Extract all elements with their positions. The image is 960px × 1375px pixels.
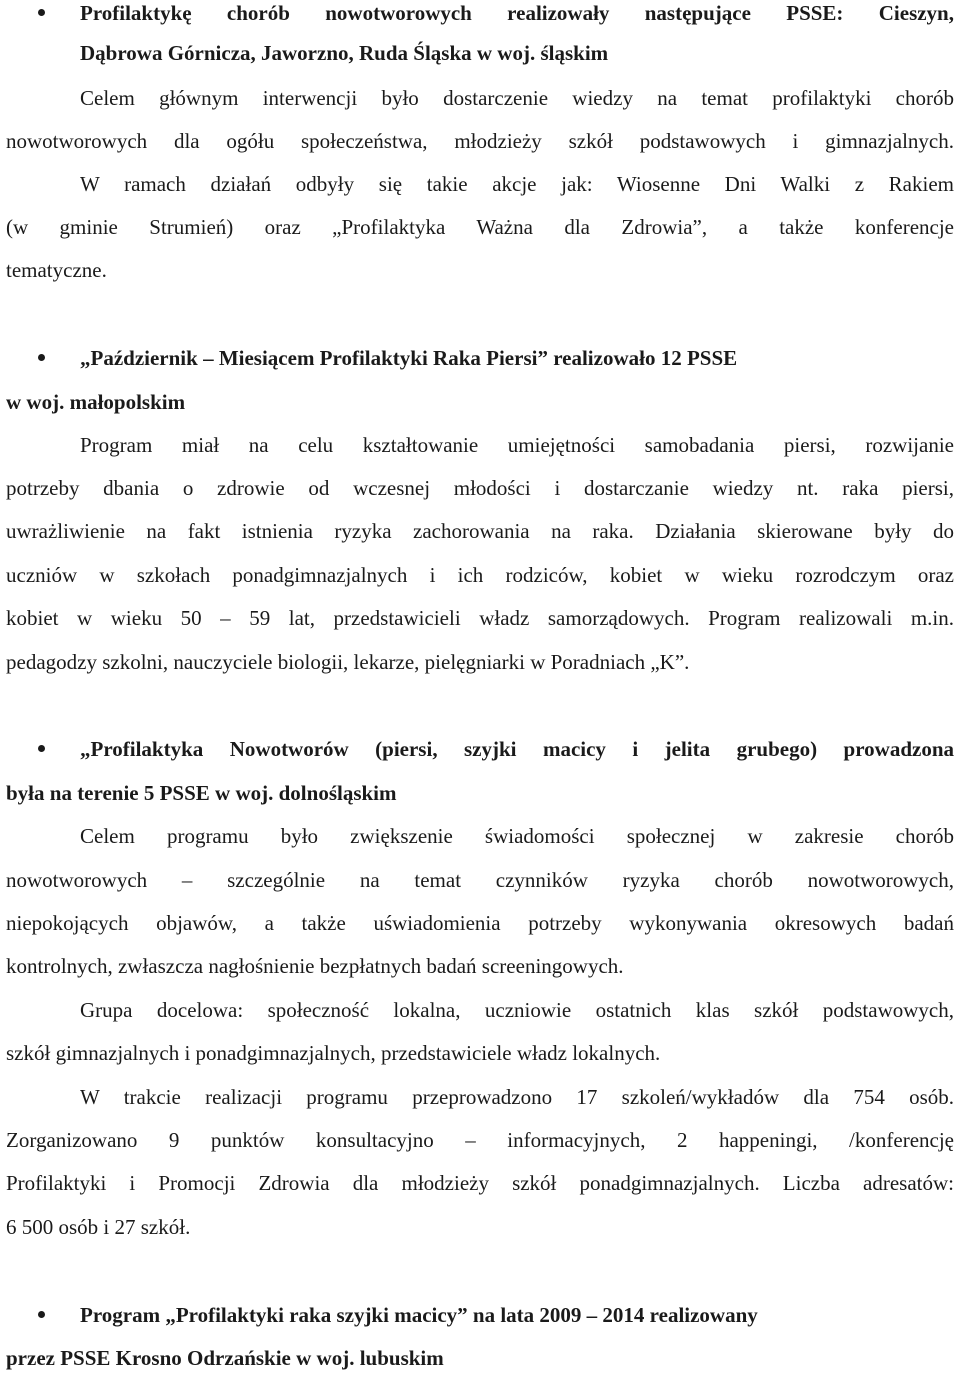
- section2-paragraph-line-5: kobiet w wieku 50 – 59 lat, przedstawicieli władz samorządowych. Program realizowali m.in.: [6, 606, 954, 630]
- section2-paragraph-line-1: Program miał na celu kształtowanie umiejętności samobadania piersi, rozwijanie: [80, 433, 954, 457]
- bullet-icon: [38, 354, 45, 361]
- bullet-icon: [38, 9, 45, 16]
- section2-heading-line-1: „Październik – Miesiącem Profilaktyki Raka Piersi” realizowało 12 PSSE: [80, 346, 738, 370]
- section3-paragraph-1-line-1: Celem programu było zwiększenie świadomości społecznej w zakresie chorób: [80, 824, 954, 848]
- section1-paragraph-1-line-2: nowotworowych dla ogółu społeczeństwa, młodzieży szkół podstawowych i gimnazjalnych.: [6, 129, 954, 153]
- section2-heading-line-2: w woj. małopolskim: [6, 390, 186, 414]
- bullet-icon: [38, 1311, 45, 1318]
- section4-heading-line-1: Program „Profilaktyki raka szyjki macicy” na lata 2009 – 2014 realizowany: [80, 1303, 758, 1327]
- section3-paragraph-1-line-3: niepokojących objawów, a także uświadomienia potrzeby wykonywania okresowych badań: [6, 911, 954, 935]
- section2-paragraph-line-2: potrzeby dbania o zdrowie od wczesnej młodości i dostarczanie wiedzy nt. raka piersi,: [6, 476, 954, 500]
- section1-heading-line-2: Dąbrowa Górnicza, Jaworzno, Ruda Śląska w woj. śląskim: [80, 41, 609, 65]
- section1-paragraph-2-line-2: (w gminie Strumień) oraz „Profilaktyka Ważna dla Zdrowia”, a także konferencje: [6, 215, 954, 239]
- section3-paragraph-1-line-4: kontrolnych, zwłaszcza nagłośnienie bezpłatnych badań screeningowych.: [6, 954, 624, 978]
- section1-paragraph-2-line-1: W ramach działań odbyły się takie akcje jak: Wiosenne Dni Walki z Rakiem: [80, 172, 954, 196]
- section3-heading-line-2: była na terenie 5 PSSE w woj. dolnośląskim: [6, 781, 397, 805]
- section3-paragraph-2-line-1: Grupa docelowa: społeczność lokalna, uczniowie ostatnich klas szkół podstawowych,: [80, 998, 954, 1022]
- section2-paragraph-line-6: pedagodzy szkolni, nauczyciele biologii, lekarze, pielęgniarki w Poradniach „K”.: [6, 650, 690, 674]
- section3-paragraph-1-line-2: nowotworowych – szczególnie na temat czynników ryzyka chorób nowotworowych,: [6, 868, 954, 892]
- bullet-icon: [38, 745, 45, 752]
- section1-paragraph-1-line-1: Celem głównym interwencji było dostarczenie wiedzy na temat profilaktyki chorób: [80, 86, 954, 110]
- section4-heading-line-2: przez PSSE Krosno Odrzańskie w woj. lubuskim: [6, 1346, 444, 1370]
- section1-heading-line-1: Profilaktykę chorób nowotworowych realizowały następujące PSSE: Cieszyn,: [80, 1, 954, 25]
- section3-paragraph-3-line-4: 6 500 osób i 27 szkół.: [6, 1215, 191, 1239]
- section1-paragraph-2-line-3: tematyczne.: [6, 258, 107, 282]
- section3-paragraph-3-line-1: W trakcie realizacji programu przeprowadzono 17 szkoleń/wykładów dla 754 osób.: [80, 1085, 954, 1109]
- section2-paragraph-line-3: uwrażliwienie na fakt istnienia ryzyka zachorowania na raka. Działania skierowane były do: [6, 519, 954, 543]
- section3-paragraph-3-line-2: Zorganizowano 9 punktów konsultacyjno – informacyjnych, 2 happeningi, /konferencję: [6, 1128, 954, 1152]
- section3-heading-line-1: „Profilaktyka Nowotworów (piersi, szyjki macicy i jelita grubego) prowadzona: [80, 737, 954, 761]
- section2-paragraph-line-4: uczniów w szkołach ponadgimnazjalnych i ich rodziców, kobiet w wieku rozrodczym oraz: [6, 563, 954, 587]
- section3-paragraph-3-line-3: Profilaktyki i Promocji Zdrowia dla młodzieży szkół ponadgimnazjalnych. Liczba adresatów:: [6, 1171, 954, 1195]
- section3-paragraph-2-line-2: szkół gimnazjalnych i ponadgimnazjalnych, przedstawiciele władz lokalnych.: [6, 1041, 661, 1065]
